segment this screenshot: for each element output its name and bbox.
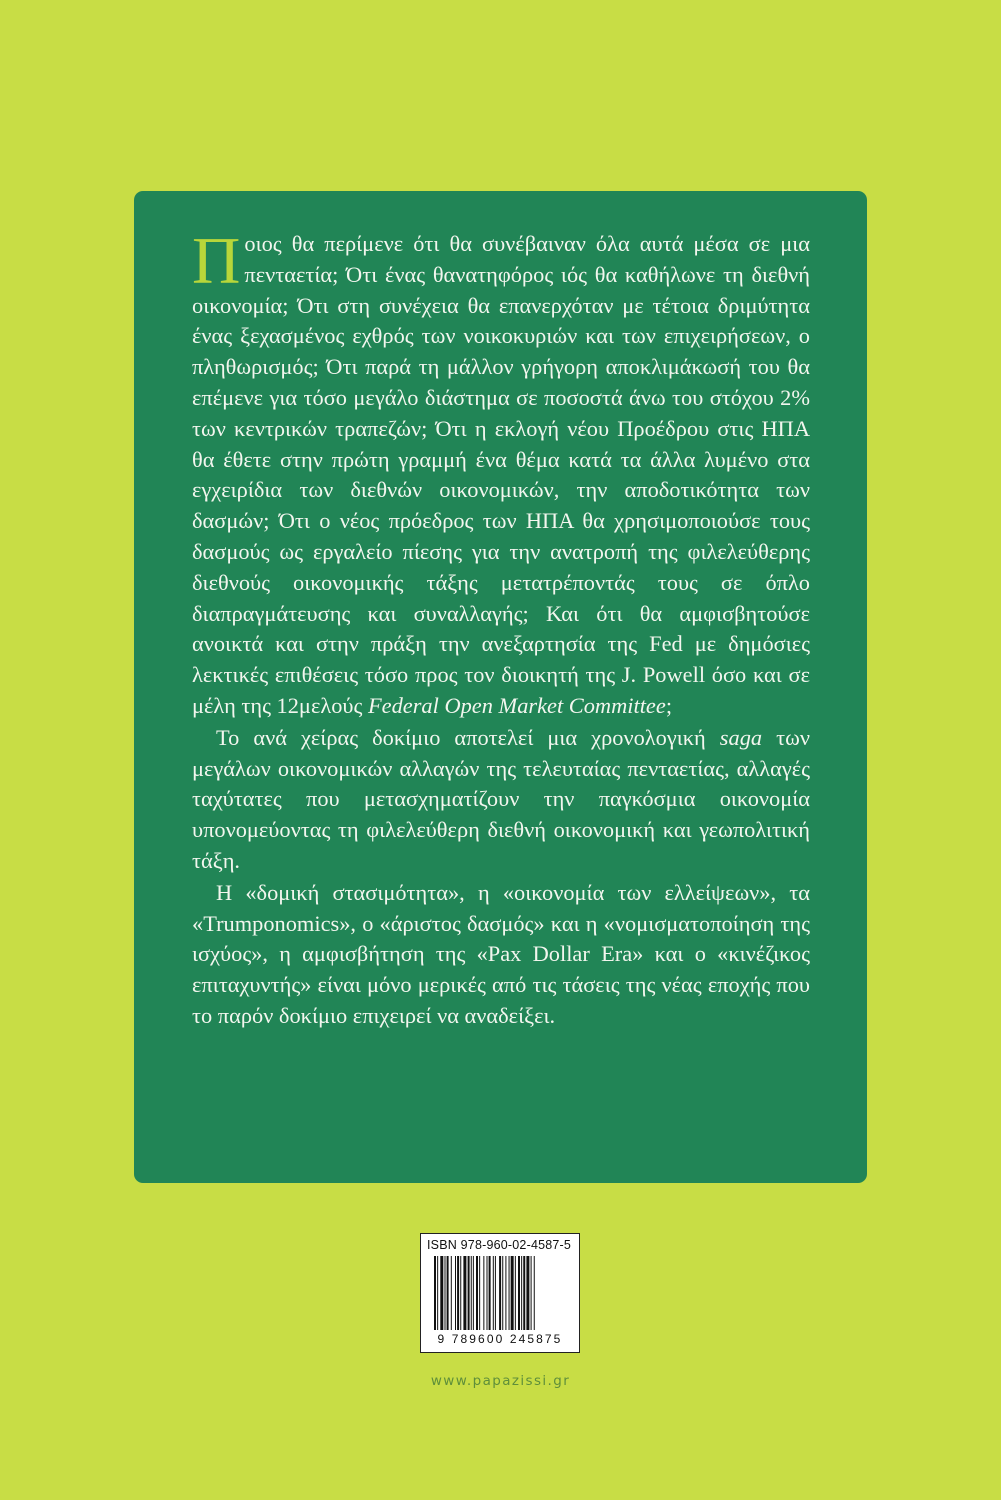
barcode-bars (434, 1256, 568, 1330)
isbn-label: ISBN 978-960-02-4587-5 (427, 1238, 572, 1252)
drop-cap: Π (192, 224, 241, 298)
barcode-number: 9 789600 245875 (437, 1332, 563, 1346)
blurb-text-2b: των μεγάλων οικονομικών αλλαγών της τελευταίας πενταετίας, αλλαγές ταχύτατες που μετασχηματίζουν την παγκόσμια οικονομία υπονομεύοντας τη φιλελεύθερη διεθνή οικονομική και γεωπολιτική τάξη. (192, 724, 810, 873)
isbn-barcode (420, 1233, 580, 1353)
blurb-text-1: οιος θα περίμενε ότι θα συνέβαιναν όλα αυτά μέσα σε μια πενταετία; Ότι ένας θανατηφόρος ιός θα καθήλωνε τη διεθνή οικονομία; Ότι στη συνέχεια θα επανερχόταν με τέτοια δριμύτητα ένας ξεχασμένος εχθρός των νοικοκυριών και των επιχειρήσεων, ο πληθωρισμός; Ότι παρά τη μάλλον γρήγορη αποκλιμάκωσή του θα επέμενε για τόσο μεγάλο διάστημα σε ποσοστά άνω του στόχου 2% των κεντρικών τραπεζών; Ότι η εκλογή νέου Προέδρου στις ΗΠΑ θα έθετε στην πρώτη γραμμή ένα θέμα κατά τα άλλα λυμένο στα εγχειρίδια των διεθνών οικονομικών, την αποδοτικότητα των δασμών; Ότι ο νέος πρόεδρος των ΗΠΑ θα χρησιμοποιούσε τους δασμούς ως εργαλείο πίεσης για την ανατροπή της φιλελεύθερης διεθνούς οικονομικής τάξης μετατρέποντάς τους σε όπλο διαπραγμάτευσης και συναλλαγής; Και ότι θα αμφισβητούσε ανοικτά και στην πράξη την ανεξαρτησία της Fed με δημόσιες λεκτικές επιθέσεις τόσο προς τον διοικητή της J. Powell όσο και σε μέλη της 12μελούς (192, 231, 810, 718)
blurb-text-1-end: ; (665, 692, 673, 718)
blurb-paragraph-3 (192, 878, 810, 1032)
blurb-panel (134, 191, 867, 1183)
blurb-text-2a: Το ανά χείρας δοκίμιο αποτελεί μια χρονολογική (216, 724, 706, 750)
saga-italic: saga (719, 724, 763, 750)
fomc-italic: Federal Open Market Committee (367, 692, 666, 718)
blurb-paragraph-2 (192, 723, 810, 877)
publisher-url: www.papazissi.gr (430, 1373, 571, 1389)
blurb-paragraph-1 (192, 224, 810, 722)
blurb-text-3: Η «δομική στασιμότητα», η «οικονομία των ελλείψεων», τα «Trumponomics», ο «άριστος δασμός» και η «νομισματοποίηση της ισχύος», η αμφισβήτηση της «Pax Dollar Era» και ο «κινέζικος επιταχυντής» είναι μόνο μερικές από τις τάσεις της νέας εποχής που το παρόν δοκίμιο επιχειρεί να αναδείξει. (192, 879, 810, 1028)
